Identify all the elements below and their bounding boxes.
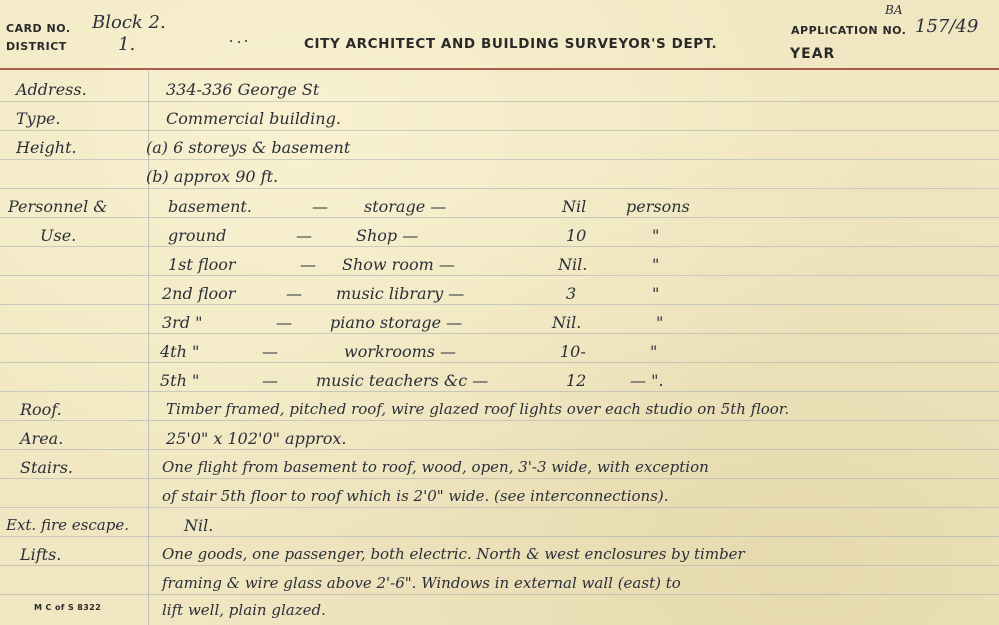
application-no-value: 157/49 [915, 16, 979, 37]
lifts-line3: lift well, plain glazed. [162, 601, 326, 619]
ink-mark [245, 40, 247, 42]
ruled-line [0, 275, 999, 276]
count-cell: 10- [560, 342, 586, 361]
dash-cell: — [262, 371, 278, 390]
ink-mark [238, 41, 240, 43]
lifts-label: Lifts. [20, 545, 62, 564]
type-value: Commercial building. [166, 109, 341, 128]
ruled-line [0, 159, 999, 160]
district-label: DISTRICT [6, 40, 67, 53]
ink-mark [230, 40, 232, 42]
ruled-line [0, 449, 999, 450]
ext-fire-escape-label: Ext. fire escape. [6, 516, 129, 534]
floor-cell: 4th " [160, 342, 200, 361]
use-cell: workrooms — [344, 342, 457, 361]
ruled-line [0, 101, 999, 102]
unit-cell: " [656, 313, 664, 332]
floor-cell: 3rd " [162, 313, 203, 332]
unit-cell: persons [626, 197, 690, 216]
area-value: 25'0" x 102'0" approx. [166, 429, 347, 448]
address-value: 334-336 George St [166, 80, 320, 99]
personnel-label: Personnel & [8, 197, 108, 216]
area-label: Area. [20, 429, 64, 448]
count-cell: 12 [566, 371, 587, 390]
floor-cell: 2nd floor [162, 284, 236, 303]
ruled-line [0, 246, 999, 247]
floor-cell: 1st floor [168, 255, 236, 274]
dash-cell: — [296, 226, 312, 245]
ruled-line [0, 130, 999, 131]
use-cell: Show room — [342, 255, 455, 274]
height-label: Height. [16, 138, 77, 157]
ruled-line [0, 217, 999, 218]
ruled-line [0, 507, 999, 508]
ruled-line [0, 304, 999, 305]
ruled-line [0, 188, 999, 189]
department-title: CITY ARCHITECT AND BUILDING SURVEYOR'S DEPT. [304, 36, 718, 52]
count-cell: 3 [566, 284, 577, 303]
ruled-line [0, 362, 999, 363]
height-line-a: (a) 6 storeys & basement [146, 138, 351, 157]
dash-cell: — [276, 313, 292, 332]
floor-cell: basement. [168, 197, 252, 216]
form-code: M C of S 8322 [34, 603, 102, 612]
roof-label: Roof. [20, 400, 62, 419]
ruled-line [0, 594, 999, 595]
ext-fire-escape-value: Nil. [184, 516, 214, 535]
count-cell: Nil [562, 197, 587, 216]
use-cell: music teachers &c — [316, 371, 489, 390]
unit-cell: " [652, 226, 660, 245]
floor-cell: 5th " [160, 371, 200, 390]
dash-cell: — [262, 342, 278, 361]
header-rule [0, 68, 999, 70]
dash-cell: — [312, 197, 328, 216]
dash-cell: — [286, 284, 302, 303]
use-cell: music library — [336, 284, 465, 303]
floor-cell: ground [168, 226, 227, 245]
card-no-label: CARD NO. [6, 22, 71, 35]
unit-cell: " [652, 284, 660, 303]
type-label: Type. [16, 109, 61, 128]
stairs-line2: of stair 5th floor to roof which is 2'0" wide. (see interconnections). [162, 487, 669, 505]
height-line-b: (b) approx 90 ft. [146, 167, 279, 186]
unit-cell: — ". [630, 371, 664, 390]
year-label: YEAR [790, 46, 836, 62]
lifts-line2: framing & wire glass above 2'-6". Windows in external wall (east) to [162, 574, 681, 592]
use-cell: storage — [364, 197, 447, 216]
ruled-line [0, 333, 999, 334]
stairs-line1: One flight from basement to roof, wood, open, 3'-3 wide, with exception [162, 458, 709, 476]
count-cell: 10 [566, 226, 587, 245]
application-no-label: APPLICATION NO. [791, 24, 907, 37]
ruled-line [0, 420, 999, 421]
dash-cell: — [300, 255, 316, 274]
stairs-label: Stairs. [20, 458, 73, 477]
unit-cell: " [650, 342, 658, 361]
address-label: Address. [16, 80, 87, 99]
lifts-line1: One goods, one passenger, both electric. North & west enclosures by timber [162, 545, 745, 563]
ruled-line [0, 391, 999, 392]
use-cell: piano storage — [330, 313, 463, 332]
district-value: 1. [118, 34, 136, 55]
count-cell: Nil. [558, 255, 588, 274]
card-no-value: Block 2. [92, 12, 166, 33]
unit-cell: " [652, 255, 660, 274]
application-no-prefix: BA [885, 3, 903, 17]
count-cell: Nil. [552, 313, 582, 332]
roof-value: Timber framed, pitched roof, wire glazed roof lights over each studio on 5th floor. [166, 400, 790, 418]
ruled-line [0, 565, 999, 566]
ruled-line [0, 536, 999, 537]
use-label: Use. [40, 226, 77, 245]
use-cell: Shop — [356, 226, 419, 245]
ruled-line [0, 478, 999, 479]
